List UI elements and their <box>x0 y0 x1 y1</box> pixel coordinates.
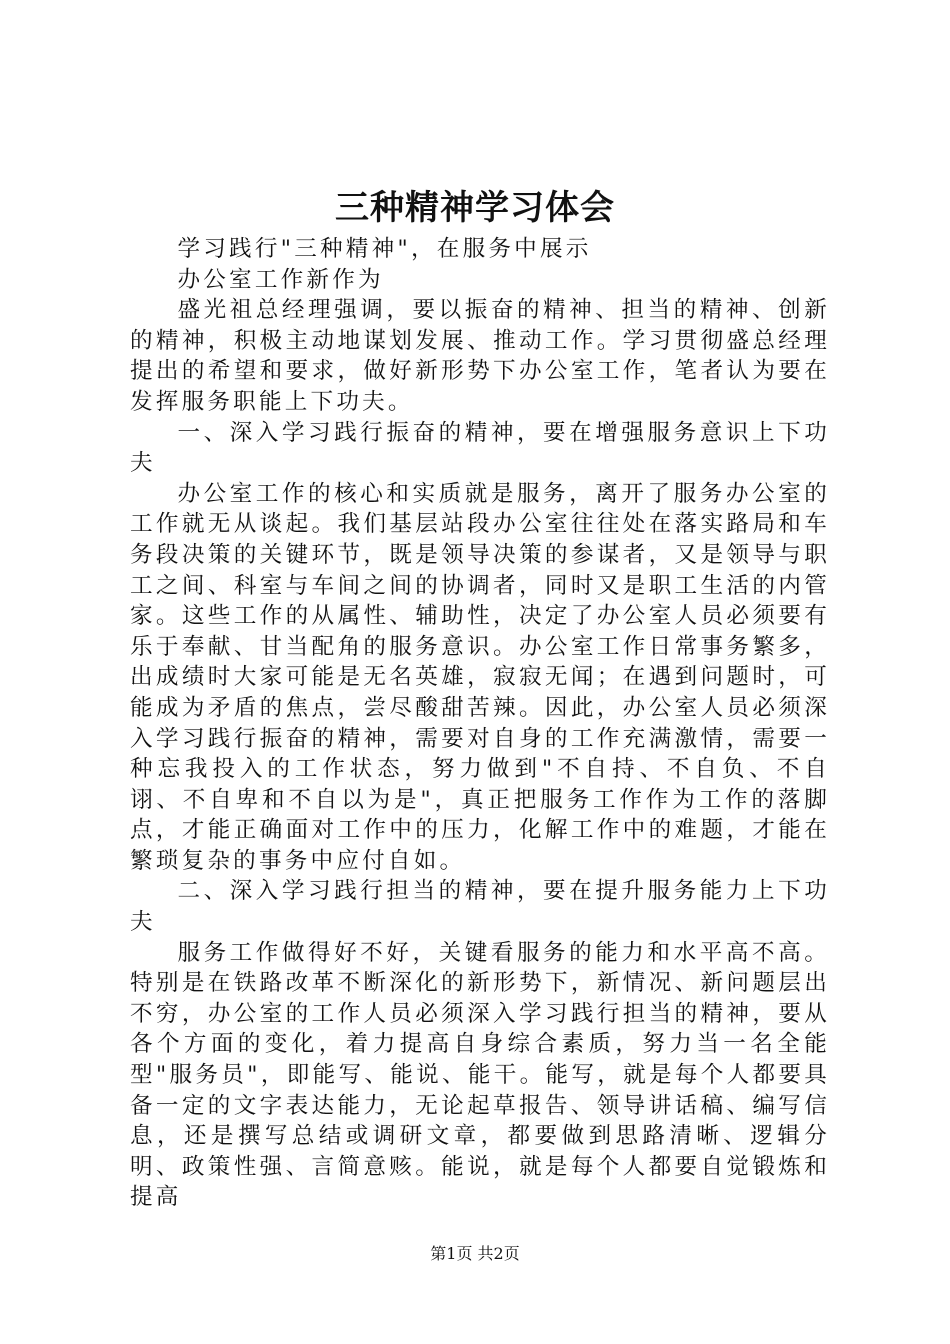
page-footer: 第1页 共2页 <box>430 1244 520 1263</box>
document-title: 三种精神学习体会 <box>335 188 615 228</box>
section-heading-1: 一、深入学习践行振奋的精神，要在增强服务意识上下功夫 <box>130 419 830 477</box>
section-paragraph-1: 办公室工作的核心和实质就是服务，离开了服务办公室的工作就无从谈起。我们基层站段办公室往往处在落实路局和车务段决策的关键环节，既是领导决策的参谋者，又是领导与职工之间、科室与车间之间的协调者，同时又是职工生活的内管家。这些工作的从属性、辅助性，决定了办公室人员必须要有乐于奉献、甘当配角的服务意识。办公室工作日常事务繁多，出成绩时大家可能是无名英雄，寂寂无闻；在遇到问题时，可能成为矛盾的焦点，尝尽酸甜苦辣。因此，办公室人员必须深入学习践行振奋的精神，需要对自身的工作充满激情，需要一种忘我投入的工作状态，努力做到"不自持、不自负、不自诩、不自卑和不自以为是"，真正把服务工作作为工作的落脚点，才能正确面对工作中的压力，化解工作中的难题，才能在繁琐复杂的事务中应付自如。 <box>130 480 830 874</box>
section-heading-2: 二、深入学习践行担当的精神，要在提升服务能力上下功夫 <box>130 878 830 936</box>
subtitle-line-1: 学习践行"三种精神"，在服务中展示 <box>177 236 592 262</box>
intro-paragraph: 盛光祖总经理强调，要以振奋的精神、担当的精神、创新的精神，积极主动地谋划发展、推动工作。学习贯彻盛总经理提出的希望和要求，做好新形势下办公室工作，笔者认为要在发挥服务职能上下功夫。 <box>130 297 830 415</box>
section-paragraph-2: 服务工作做得好不好，关键看服务的能力和水平高不高。特别是在铁路改革不断深化的新形势下，新情况、新问题层出不穷，办公室的工作人员必须深入学习践行担当的精神，要从各个方面的变化，着力提高自身综合素质，努力当一名全能型"服务员"，即能写、能说、能干。能写，就是每个人都要具备一定的文字表达能力，无论起草报告、领导讲话稿、编写信息，还是撰写总结或调研文章，都要做到思路清晰、逻辑分明、政策性强、言简意赅。能说，就是每个人都要自觉锻炼和提高 <box>130 939 830 1211</box>
subtitle-line-2: 办公室工作新作为 <box>177 266 384 293</box>
document-body <box>130 234 830 1213</box>
